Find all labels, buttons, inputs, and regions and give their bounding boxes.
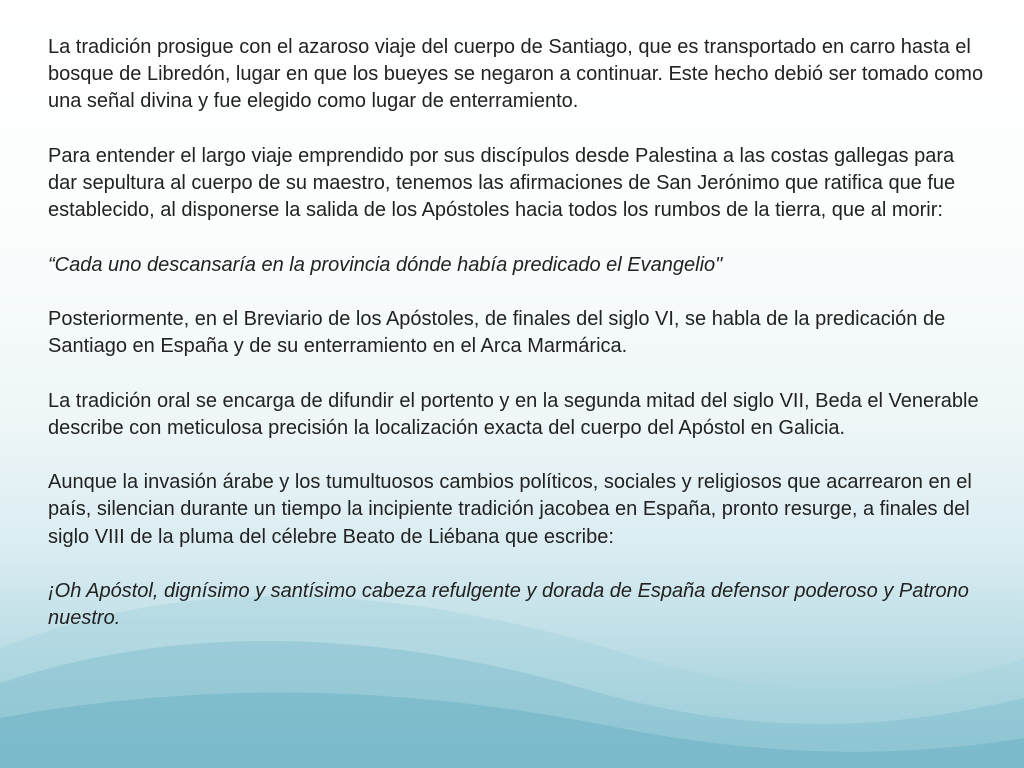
quote-evangelio: “Cada uno descansaría en la provincia dónde había predicado el Evangelio" [48, 253, 723, 276]
quote-oh-apostol: ¡Oh Apóstol, dignísimo y santísimo cabeza refulgente y dorada de España defensor poderoso y Patrono nuestro. [48, 579, 969, 630]
paragraph-beda: La tradición oral se encarga de difundir el portento y en la segunda mitad del siglo VII, Beda el Venerable describe con meticulosa precisión la localización exacta del cuerpo del Apóstol en Galicia. [48, 389, 979, 439]
slide-body-text [48, 34, 988, 632]
paragraph-san-jeronimo: Para entender el largo viaje emprendido por sus discípulos desde Palestina a las costas gallegas para dar sepultura al cuerpo de su maestro, tenemos las afirmaciones de San Jerónimo que ratifica que fue establecido, al disponerse la salida de los Apóstoles hacia todos los rumbos de la tierra, que al morir: [48, 144, 956, 222]
paragraph-breviario: Posteriormente, en el Breviario de los Apóstoles, de finales del siglo VI, se habla de la predicación de Santiago en España y de su enterramiento en el Arca Marmárica. [48, 307, 946, 358]
paragraph-libredon: La tradición prosigue con el azaroso viaje del cuerpo de Santiago, que es transportado en carro hasta el bosque de Libredón, lugar en que los bueyes se negaron a continuar. Este hecho debió ser tomado como una señal divina y fue elegido como lugar de enterramiento. [48, 36, 984, 113]
paragraph-beato-liebana: Aunque la invasión árabe y los tumultuosos cambios políticos, sociales y religiosos que acarrearon en el país, silencian durante un tiempo la incipiente tradición jacobea en España, pronto resurge, a finales del siglo VIII de la pluma del célebre Beato de Liébana que escribe: [48, 471, 972, 548]
